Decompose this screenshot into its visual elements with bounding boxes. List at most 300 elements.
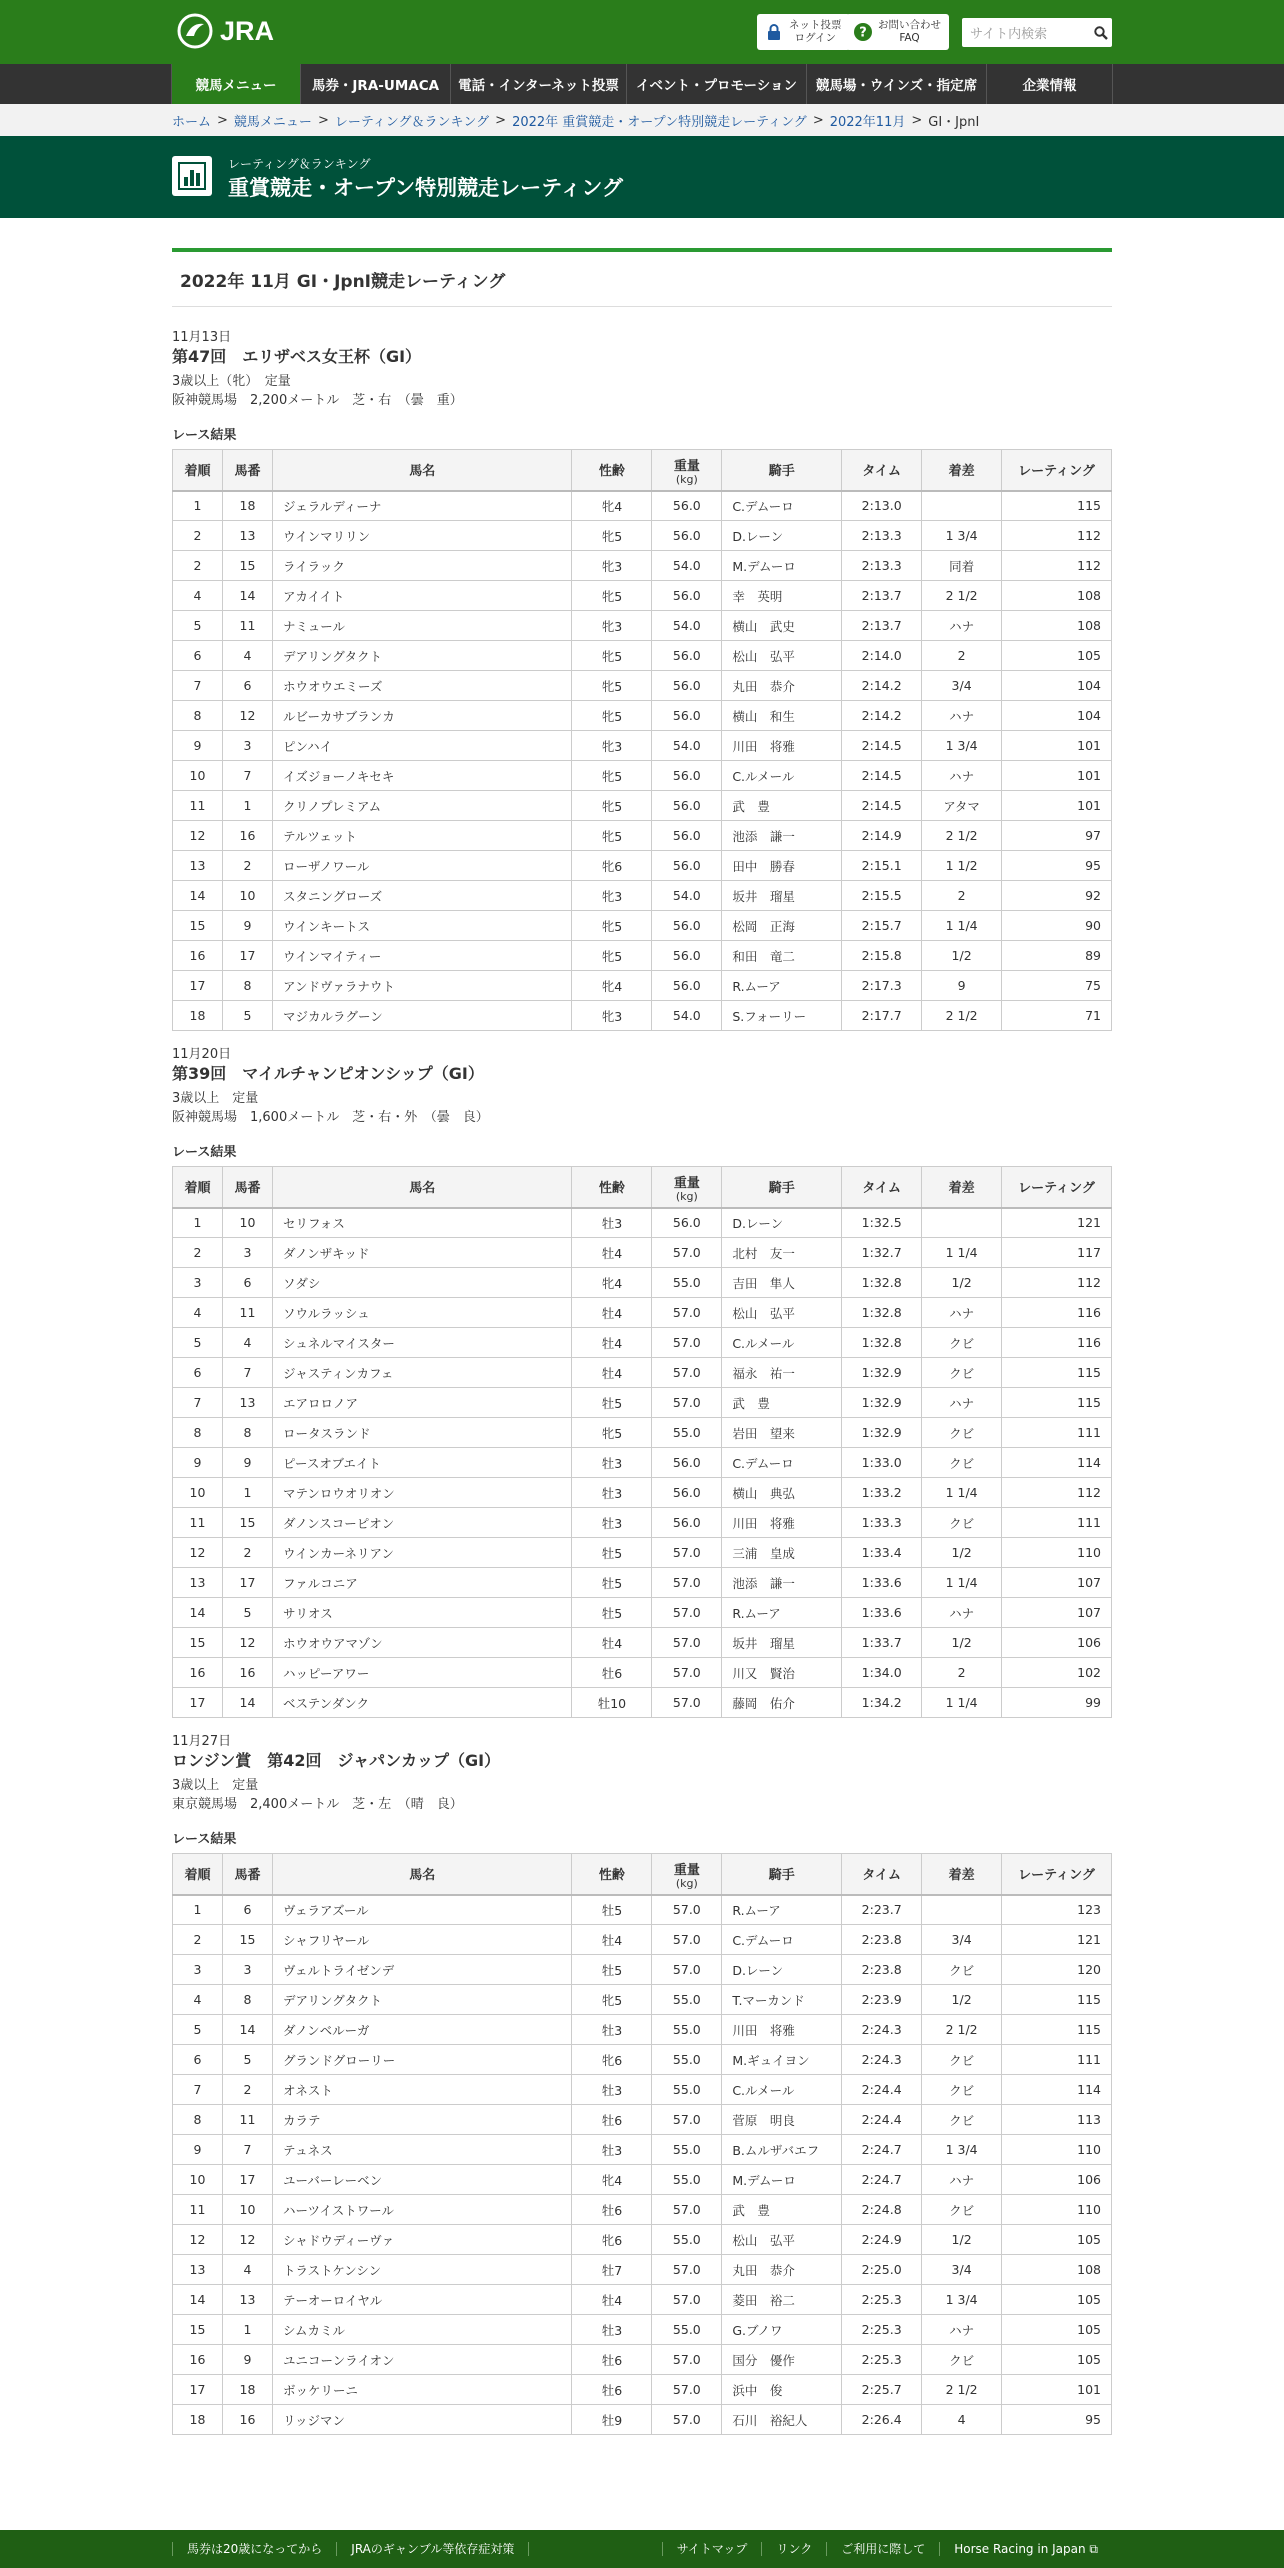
col-header-rating: レーティング xyxy=(1002,1167,1112,1208)
col-header-rating: レーティング xyxy=(1002,450,1112,491)
cell-number: 2 xyxy=(222,1538,272,1568)
cell-jockey: C.デムーロ xyxy=(722,1925,842,1955)
cell-horse: ベステンダンク xyxy=(272,1688,572,1718)
cell-time: 2:14.5 xyxy=(842,791,922,821)
cell-horse: ヴェラアズール xyxy=(272,1895,572,1925)
cell-jockey: 池添 謙一 xyxy=(722,821,842,851)
cell-weight: 57.0 xyxy=(652,1688,722,1718)
results-table xyxy=(172,1853,1112,2435)
cell-sex-age: 牝3 xyxy=(572,731,652,761)
jra-logo[interactable] xyxy=(176,12,274,50)
cell-margin: ハナ xyxy=(922,1388,1002,1418)
cell-horse: デアリングタクト xyxy=(272,641,572,671)
page-title: 重賞競走・オープン特別競走レーティング xyxy=(228,176,624,200)
cell-time: 2:15.5 xyxy=(842,881,922,911)
cell-finish: 9 xyxy=(173,2135,223,2165)
cell-sex-age: 牝4 xyxy=(572,1268,652,1298)
cell-finish: 17 xyxy=(173,1688,223,1718)
cell-weight: 55.0 xyxy=(652,2045,722,2075)
cell-sex-age: 牡10 xyxy=(572,1688,652,1718)
cell-time: 1:32.8 xyxy=(842,1298,922,1328)
cell-margin: 2 xyxy=(922,641,1002,671)
cell-jockey: 田中 勝春 xyxy=(722,851,842,881)
race-list xyxy=(172,330,1112,2435)
cell-horse: ハッピーアワー xyxy=(272,1658,572,1688)
cell-horse: シュネルマイスター xyxy=(272,1328,572,1358)
cell-number: 16 xyxy=(222,2405,272,2435)
cell-time: 2:13.3 xyxy=(842,521,922,551)
cell-sex-age: 牡6 xyxy=(572,2105,652,2135)
cell-jockey: 武 豊 xyxy=(722,1388,842,1418)
breadcrumb-2022-11[interactable]: 2022年11月 xyxy=(829,114,906,130)
section-title: 2022年 11月 GⅠ・JpnⅠ競走レーティング xyxy=(172,248,1112,307)
cell-rating: 101 xyxy=(1002,2375,1112,2405)
cell-horse: ロータスランド xyxy=(272,1418,572,1448)
cell-jockey: 川田 将雅 xyxy=(722,731,842,761)
cell-time: 2:17.7 xyxy=(842,1001,922,1031)
col-header-rating: レーティング xyxy=(1002,1854,1112,1895)
cell-rating: 105 xyxy=(1002,2225,1112,2255)
cell-number: 6 xyxy=(222,1895,272,1925)
table-row xyxy=(173,581,1112,611)
cell-horse: ユニコーンライオン xyxy=(272,2345,572,2375)
cell-rating: 95 xyxy=(1002,851,1112,881)
cell-finish: 4 xyxy=(173,1985,223,2015)
cell-finish: 9 xyxy=(173,1448,223,1478)
cell-number: 9 xyxy=(222,911,272,941)
cell-number: 10 xyxy=(222,2195,272,2225)
nav-item-keiba-menu[interactable]: 競馬メニュー xyxy=(171,64,301,104)
cell-sex-age: 牡5 xyxy=(572,1538,652,1568)
cell-sex-age: 牡3 xyxy=(572,1508,652,1538)
cell-weight: 56.0 xyxy=(652,851,722,881)
table-row xyxy=(173,1895,1112,1925)
cell-number: 5 xyxy=(222,1598,272,1628)
cell-margin xyxy=(922,1208,1002,1238)
cell-margin: 1 1/4 xyxy=(922,1478,1002,1508)
login-button[interactable] xyxy=(757,14,850,50)
cell-sex-age: 牝5 xyxy=(572,701,652,731)
cell-sex-age: 牡6 xyxy=(572,2195,652,2225)
cell-finish: 3 xyxy=(173,1955,223,1985)
cell-rating: 108 xyxy=(1002,2255,1112,2285)
cell-sex-age: 牡4 xyxy=(572,1925,652,1955)
cell-horse: アカイイト xyxy=(272,581,572,611)
cell-horse: シムカミル xyxy=(272,2315,572,2345)
cell-horse: ルビーカサブランカ xyxy=(272,701,572,731)
cell-finish: 7 xyxy=(173,2075,223,2105)
cell-finish: 15 xyxy=(173,911,223,941)
cell-weight: 57.0 xyxy=(652,2105,722,2135)
breadcrumb-2022-rating[interactable]: 2022年 重賞競走・オープン特別競走レーティング xyxy=(512,114,807,130)
cell-weight: 56.0 xyxy=(652,761,722,791)
cell-sex-age: 牡4 xyxy=(572,1238,652,1268)
cell-weight: 57.0 xyxy=(652,1568,722,1598)
cell-time: 1:33.6 xyxy=(842,1568,922,1598)
cell-sex-age: 牡3 xyxy=(572,2135,652,2165)
cell-time: 2:25.3 xyxy=(842,2285,922,2315)
cell-number: 9 xyxy=(222,2345,272,2375)
cell-time: 2:13.0 xyxy=(842,491,922,521)
table-row xyxy=(173,2375,1112,2405)
table-row xyxy=(173,611,1112,641)
cell-sex-age: 牝4 xyxy=(572,971,652,1001)
footer-link-links[interactable]: リンク xyxy=(761,2542,826,2556)
cell-rating: 115 xyxy=(1002,1388,1112,1418)
table-row xyxy=(173,2285,1112,2315)
cell-sex-age: 牝6 xyxy=(572,851,652,881)
cell-finish: 2 xyxy=(173,521,223,551)
cell-number: 15 xyxy=(222,551,272,581)
cell-finish: 15 xyxy=(173,1628,223,1658)
cell-weight: 57.0 xyxy=(652,1955,722,1985)
table-row xyxy=(173,1568,1112,1598)
cell-horse: トラストケンシン xyxy=(272,2255,572,2285)
cell-rating: 105 xyxy=(1002,2345,1112,2375)
cell-finish: 8 xyxy=(173,701,223,731)
search-icon[interactable] xyxy=(1090,22,1112,44)
nav-item-baken[interactable]: 馬券・JRA-UMACA xyxy=(301,64,451,104)
cell-sex-age: 牝5 xyxy=(572,911,652,941)
cell-rating: 123 xyxy=(1002,1895,1112,1925)
cell-sex-age: 牝5 xyxy=(572,821,652,851)
col-header-number: 馬番 xyxy=(222,450,272,491)
cell-rating: 75 xyxy=(1002,971,1112,1001)
cell-horse: ソウルラッシュ xyxy=(272,1298,572,1328)
cell-weight: 57.0 xyxy=(652,2345,722,2375)
race-section xyxy=(172,1047,1112,1718)
cell-number: 15 xyxy=(222,1508,272,1538)
faq-label: お問い合わせ FAQ xyxy=(878,19,941,44)
cell-sex-age: 牡9 xyxy=(572,2405,652,2435)
cell-rating: 104 xyxy=(1002,701,1112,731)
cell-time: 1:32.9 xyxy=(842,1358,922,1388)
cell-jockey: C.デムーロ xyxy=(722,1448,842,1478)
cell-margin: ハナ xyxy=(922,1298,1002,1328)
cell-time: 2:13.7 xyxy=(842,611,922,641)
cell-time: 2:14.9 xyxy=(842,821,922,851)
cell-jockey: 幸 英明 xyxy=(722,581,842,611)
cell-jockey: 福永 祐一 xyxy=(722,1358,842,1388)
cell-time: 2:24.3 xyxy=(842,2045,922,2075)
cell-margin: 1/2 xyxy=(922,1268,1002,1298)
cell-rating: 116 xyxy=(1002,1328,1112,1358)
cell-sex-age: 牝5 xyxy=(572,791,652,821)
breadcrumb-keiba-menu[interactable]: 競馬メニュー xyxy=(233,114,312,130)
cell-finish: 11 xyxy=(173,1508,223,1538)
cell-margin: 3/4 xyxy=(922,2255,1002,2285)
cell-jockey: D.レーン xyxy=(722,521,842,551)
cell-weight: 56.0 xyxy=(652,1478,722,1508)
nav-item-company[interactable]: 企業情報 xyxy=(987,64,1113,104)
table-row xyxy=(173,1628,1112,1658)
cell-finish: 1 xyxy=(173,491,223,521)
cell-horse: ダノンスコーピオン xyxy=(272,1508,572,1538)
cell-rating: 95 xyxy=(1002,2405,1112,2435)
cell-finish: 10 xyxy=(173,1478,223,1508)
cell-horse: スタニングローズ xyxy=(272,881,572,911)
cell-finish: 2 xyxy=(173,1238,223,1268)
cell-weight: 55.0 xyxy=(652,2225,722,2255)
cell-number: 6 xyxy=(222,671,272,701)
cell-finish: 14 xyxy=(173,2285,223,2315)
cell-time: 2:23.8 xyxy=(842,1955,922,1985)
cell-rating: 112 xyxy=(1002,1478,1112,1508)
cell-margin: 1/2 xyxy=(922,1628,1002,1658)
cell-margin: 9 xyxy=(922,971,1002,1001)
cell-sex-age: 牝5 xyxy=(572,581,652,611)
cell-time: 2:25.3 xyxy=(842,2345,922,2375)
col-header-finish: 着順 xyxy=(173,450,223,491)
cell-horse: セリフォス xyxy=(272,1208,572,1238)
cell-rating: 110 xyxy=(1002,2135,1112,2165)
cell-finish: 18 xyxy=(173,1001,223,1031)
cell-weight: 56.0 xyxy=(652,641,722,671)
table-row xyxy=(173,1478,1112,1508)
cell-rating: 71 xyxy=(1002,1001,1112,1031)
cell-margin: 2 xyxy=(922,1658,1002,1688)
cell-margin: 2 1/2 xyxy=(922,2015,1002,2045)
cell-time: 2:24.8 xyxy=(842,2195,922,2225)
col-header-sex-age: 性齢 xyxy=(572,450,652,491)
col-header-time: タイム xyxy=(842,1167,922,1208)
cell-rating: 112 xyxy=(1002,1268,1112,1298)
cell-number: 10 xyxy=(222,1208,272,1238)
cell-jockey: C.ルメール xyxy=(722,761,842,791)
cell-margin: 1 1/4 xyxy=(922,1688,1002,1718)
nav-item-event[interactable]: イベント・プロモーション xyxy=(627,64,807,104)
cell-margin: クビ xyxy=(922,2345,1002,2375)
cell-finish: 3 xyxy=(173,1268,223,1298)
cell-margin: ハナ xyxy=(922,2315,1002,2345)
cell-finish: 6 xyxy=(173,641,223,671)
global-nav xyxy=(0,64,1284,104)
cell-finish: 5 xyxy=(173,1328,223,1358)
cell-number: 17 xyxy=(222,2165,272,2195)
cell-rating: 117 xyxy=(1002,1238,1112,1268)
results-table xyxy=(172,449,1112,1031)
cell-margin: 1/2 xyxy=(922,2225,1002,2255)
cell-sex-age: 牡4 xyxy=(572,1328,652,1358)
col-header-sex-age: 性齢 xyxy=(572,1854,652,1895)
cell-finish: 9 xyxy=(173,731,223,761)
cell-margin: 1/2 xyxy=(922,1985,1002,2015)
cell-margin: クビ xyxy=(922,1955,1002,1985)
cell-sex-age: 牡5 xyxy=(572,1955,652,1985)
cell-rating: 108 xyxy=(1002,581,1112,611)
cell-weight: 56.0 xyxy=(652,1448,722,1478)
cell-weight: 54.0 xyxy=(652,1001,722,1031)
nav-item-racecourse[interactable]: 競馬場・ウインズ・指定席 xyxy=(807,64,987,104)
cell-weight: 55.0 xyxy=(652,1985,722,2015)
table-row xyxy=(173,1298,1112,1328)
cell-rating: 106 xyxy=(1002,1628,1112,1658)
cell-margin: クビ xyxy=(922,2075,1002,2105)
table-row xyxy=(173,1538,1112,1568)
cell-time: 2:15.1 xyxy=(842,851,922,881)
cell-number: 13 xyxy=(222,2285,272,2315)
cell-jockey: 池添 謙一 xyxy=(722,1568,842,1598)
cell-number: 11 xyxy=(222,1298,272,1328)
cell-time: 1:33.7 xyxy=(842,1628,922,1658)
cell-finish: 18 xyxy=(173,2405,223,2435)
cell-weight: 55.0 xyxy=(652,2015,722,2045)
table-row xyxy=(173,671,1112,701)
nav-item-vote[interactable]: 電話・インターネット投票 xyxy=(451,64,627,104)
cell-margin: 1 3/4 xyxy=(922,731,1002,761)
cell-rating: 110 xyxy=(1002,1538,1112,1568)
cell-number: 9 xyxy=(222,1448,272,1478)
cell-sex-age: 牝5 xyxy=(572,1418,652,1448)
cell-horse: ピースオブエイト xyxy=(272,1448,572,1478)
cell-number: 1 xyxy=(222,1478,272,1508)
cell-number: 8 xyxy=(222,1985,272,2015)
table-row xyxy=(173,1925,1112,1955)
cell-margin: 2 xyxy=(922,881,1002,911)
cell-weight: 56.0 xyxy=(652,971,722,1001)
cell-weight: 54.0 xyxy=(652,881,722,911)
cell-time: 1:33.6 xyxy=(842,1598,922,1628)
search-input[interactable]: サイト内検索 xyxy=(970,27,1048,42)
site-search[interactable] xyxy=(962,18,1112,47)
cell-rating: 101 xyxy=(1002,731,1112,761)
cell-time: 2:14.2 xyxy=(842,701,922,731)
cell-horse: ウインマイティー xyxy=(272,941,572,971)
cell-number: 18 xyxy=(222,2375,272,2405)
cell-margin: 同着 xyxy=(922,551,1002,581)
cell-sex-age: 牡4 xyxy=(572,1628,652,1658)
col-header-horse: 馬名 xyxy=(272,1167,572,1208)
cell-sex-age: 牝4 xyxy=(572,2165,652,2195)
table-row xyxy=(173,2075,1112,2105)
bar-chart-icon xyxy=(172,156,212,196)
footer-link-gambling[interactable]: JRAのギャンブル等依存症対策 xyxy=(336,2542,529,2556)
cell-number: 12 xyxy=(222,2225,272,2255)
footer-link-horse-racing-japan[interactable]: Horse Racing in Japan ⧉ xyxy=(939,2542,1112,2556)
cell-margin: クビ xyxy=(922,1418,1002,1448)
cell-margin: クビ xyxy=(922,1358,1002,1388)
col-header-time: タイム xyxy=(842,450,922,491)
cell-time: 2:24.7 xyxy=(842,2165,922,2195)
table-row xyxy=(173,2195,1112,2225)
col-header-margin: 着差 xyxy=(922,1167,1002,1208)
table-row xyxy=(173,1388,1112,1418)
footer-link-age[interactable]: 馬券は20歳になってから xyxy=(172,2542,336,2556)
cell-rating: 106 xyxy=(1002,2165,1112,2195)
cell-jockey: C.ルメール xyxy=(722,1328,842,1358)
race-section xyxy=(172,1734,1112,2435)
cell-horse: ウインカーネリアン xyxy=(272,1538,572,1568)
col-header-sex-age: 性齢 xyxy=(572,1167,652,1208)
cell-jockey: 三浦 皇成 xyxy=(722,1538,842,1568)
cell-finish: 1 xyxy=(173,1895,223,1925)
cell-jockey: 武 豊 xyxy=(722,791,842,821)
cell-horse: ファルコニア xyxy=(272,1568,572,1598)
cell-weight: 56.0 xyxy=(652,491,722,521)
cell-jockey: 菅原 明良 xyxy=(722,2105,842,2135)
cell-number: 8 xyxy=(222,971,272,1001)
cell-time: 2:14.5 xyxy=(842,731,922,761)
cell-horse: ユーバーレーベン xyxy=(272,2165,572,2195)
logo-text: JRA xyxy=(220,15,275,46)
cell-number: 3 xyxy=(222,731,272,761)
jra-logo-icon xyxy=(176,12,214,50)
cell-weight: 56.0 xyxy=(652,581,722,611)
cell-number: 16 xyxy=(222,821,272,851)
cell-weight: 57.0 xyxy=(652,1538,722,1568)
cell-rating: 115 xyxy=(1002,1985,1112,2015)
cell-sex-age: 牝5 xyxy=(572,941,652,971)
cell-horse: ウインマリリン xyxy=(272,521,572,551)
cell-sex-age: 牡5 xyxy=(572,1388,652,1418)
cell-sex-age: 牡5 xyxy=(572,1568,652,1598)
footer-link-sitemap[interactable]: サイトマップ xyxy=(662,2542,762,2556)
cell-jockey: 坂井 瑠星 xyxy=(722,1628,842,1658)
cell-finish: 17 xyxy=(173,2375,223,2405)
cell-time: 1:32.7 xyxy=(842,1238,922,1268)
cell-horse: ホウオウアマゾン xyxy=(272,1628,572,1658)
cell-rating: 110 xyxy=(1002,2195,1112,2225)
login-label: ネット投票 ログイン xyxy=(789,19,842,44)
cell-margin: 1/2 xyxy=(922,941,1002,971)
table-row xyxy=(173,851,1112,881)
cell-rating: 99 xyxy=(1002,1688,1112,1718)
table-row xyxy=(173,2315,1112,2345)
external-link-icon: ⧉ xyxy=(1089,2542,1098,2556)
breadcrumb-rating[interactable]: レーティング＆ランキング xyxy=(334,114,490,130)
cell-number: 7 xyxy=(222,2135,272,2165)
footer xyxy=(0,2530,1284,2568)
cell-rating: 105 xyxy=(1002,2315,1112,2345)
cell-jockey: 横山 典弘 xyxy=(722,1478,842,1508)
cell-time: 2:23.9 xyxy=(842,1985,922,2015)
cell-weight: 56.0 xyxy=(652,701,722,731)
cell-weight: 57.0 xyxy=(652,1388,722,1418)
cell-number: 7 xyxy=(222,1358,272,1388)
cell-number: 13 xyxy=(222,521,272,551)
cell-weight: 55.0 xyxy=(652,2135,722,2165)
cell-time: 2:25.3 xyxy=(842,2315,922,2345)
cell-time: 2:25.0 xyxy=(842,2255,922,2285)
table-row xyxy=(173,1448,1112,1478)
cell-horse: ジェラルディーナ xyxy=(272,491,572,521)
cell-sex-age: 牝5 xyxy=(572,1985,652,2015)
race-date: 11月20日 xyxy=(172,1047,232,1062)
cell-rating: 111 xyxy=(1002,2045,1112,2075)
col-header-weight: 重量 (kg) xyxy=(652,450,722,491)
cell-time: 1:32.9 xyxy=(842,1388,922,1418)
cell-time: 1:33.0 xyxy=(842,1448,922,1478)
cell-number: 4 xyxy=(222,641,272,671)
breadcrumb-current: GⅠ・JpnⅠ xyxy=(928,114,980,130)
question-icon xyxy=(854,23,872,41)
cell-rating: 107 xyxy=(1002,1568,1112,1598)
cell-number: 8 xyxy=(222,1418,272,1448)
cell-number: 12 xyxy=(222,1628,272,1658)
cell-weight: 57.0 xyxy=(652,1328,722,1358)
lock-icon xyxy=(765,23,783,41)
breadcrumb-home[interactable]: ホーム xyxy=(172,114,212,130)
cell-horse: ハーツイストワール xyxy=(272,2195,572,2225)
cell-horse: アンドヴァラナウト xyxy=(272,971,572,1001)
cell-number: 3 xyxy=(222,1238,272,1268)
cell-number: 6 xyxy=(222,1268,272,1298)
footer-link-terms[interactable]: ご利用に際して xyxy=(826,2542,939,2556)
cell-time: 2:15.7 xyxy=(842,911,922,941)
faq-button[interactable] xyxy=(846,14,949,50)
cell-jockey: T.マーカンド xyxy=(722,1985,842,2015)
cell-margin: ハナ xyxy=(922,1598,1002,1628)
